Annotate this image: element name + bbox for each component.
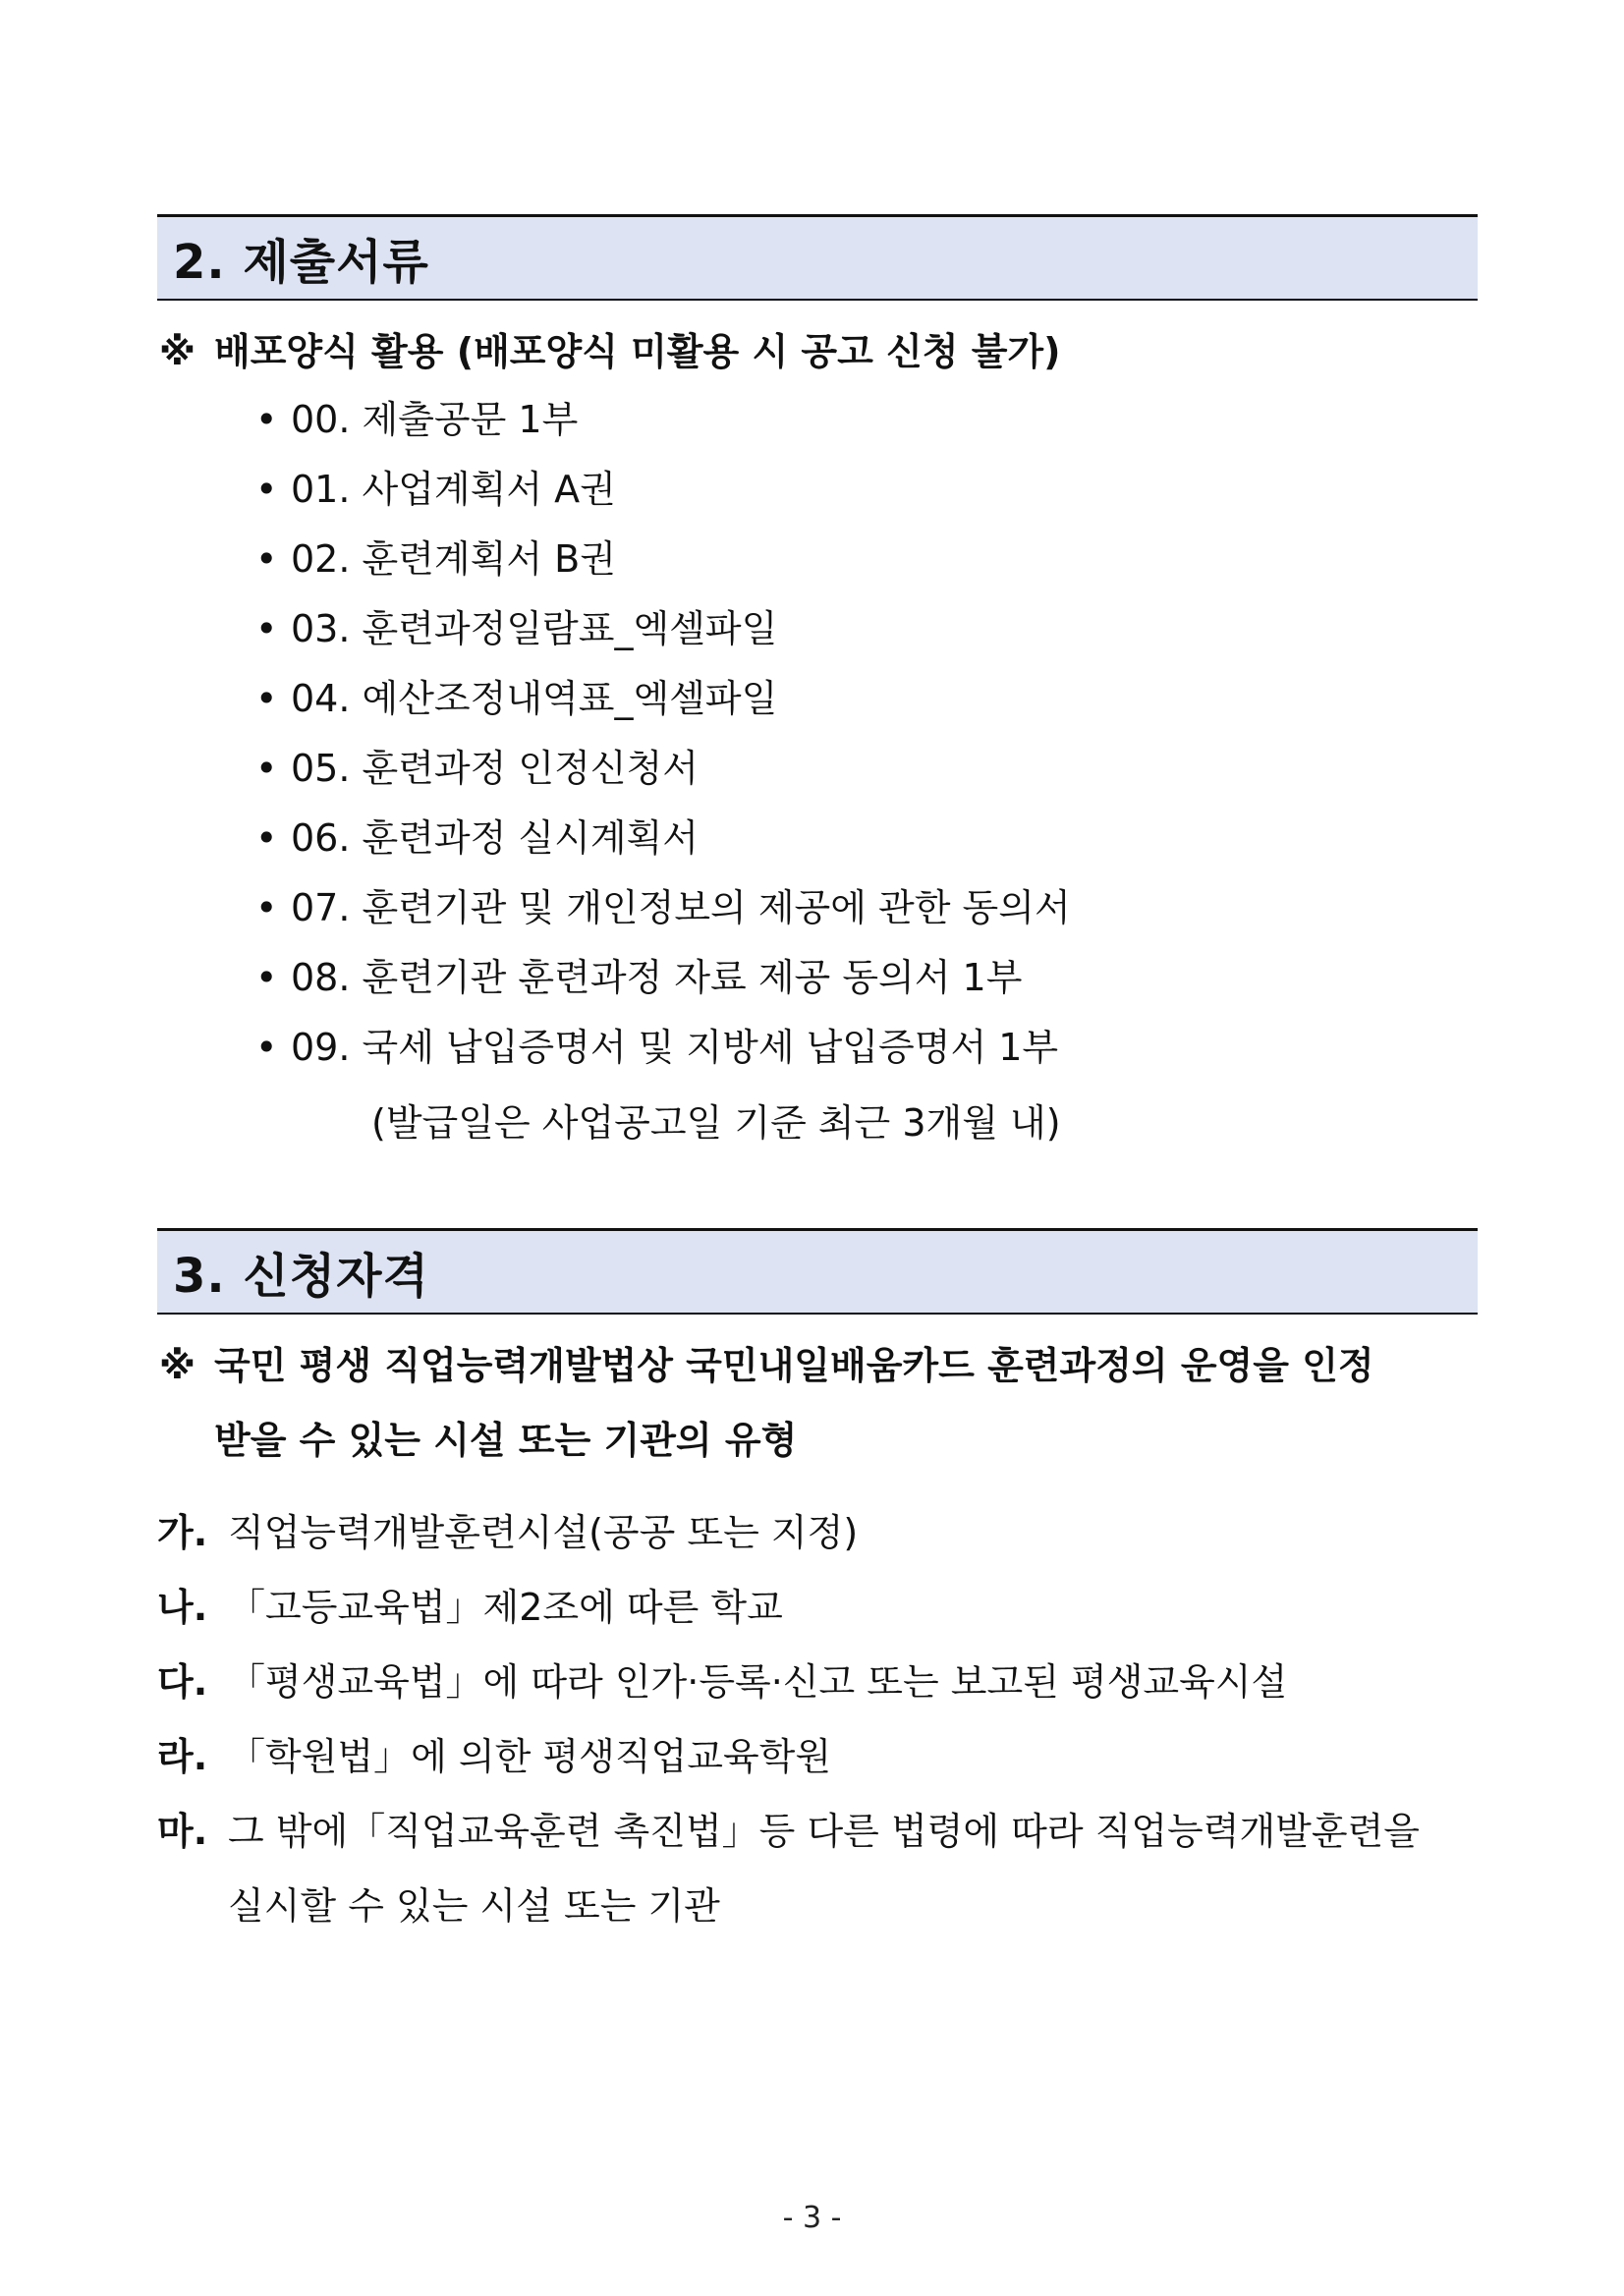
document-item: • 01. 사업계획서 A권 [255,455,1071,525]
section-3-header [157,1228,1478,1315]
document-item: • 00. 제출공문 1부 [255,385,1071,455]
reference-mark: ※ [159,1344,196,1387]
qualification-item-ma-continuation: 실시할 수 있는 시설 또는 기관 [228,1884,720,1928]
item-marker: 다. [157,1660,208,1704]
document-item: • 06. 훈련과정 실시계획서 [255,804,1071,873]
item-marker: 나. [157,1586,208,1629]
item-text: 「평생교육법」에 따라 인가·등록·신고 또는 보고된 평생교육시설 [228,1660,1288,1704]
item-text: 그 밖에「직업교육훈련 촉진법」등 다른 법령에 따라 직업능력개발훈련을 [228,1810,1421,1853]
qualification-item [157,1645,1484,1719]
document-item: • 03. 훈련과정일람표_엑셀파일 [255,594,1071,664]
page-number: - 3 - [782,2201,842,2235]
item-text: 「학원법」에 의한 평생직업교육학원 [228,1735,832,1778]
document-item-09-note: (발급일은 사업공고일 기준 최근 3개월 내) [371,1101,1061,1145]
document-item: • 09. 국세 납입증명서 및 지방세 납입증명서 1부 [255,1013,1071,1083]
section-3-note [159,1328,1480,1478]
item-marker: 가. [157,1511,208,1554]
qualification-item [157,1570,1484,1645]
reference-mark: ※ [159,330,196,373]
item-marker: 마. [157,1810,208,1853]
section-3-title: 3. 신청자격 [173,1249,429,1304]
section-3-note-line1: 국민 평생 직업능력개발법상 국민내일배움카드 훈련과정의 운영을 인정 [214,1344,1374,1387]
section-2-note-text: 배포양식 활용 (배포양식 미활용 시 공고 신청 불가) [214,330,1061,373]
document-item: • 04. 예산조정내역표_엑셀파일 [255,664,1071,734]
qualification-item [157,1794,1484,1869]
section-2-note [159,314,1480,389]
document-item: • 02. 훈련계획서 B권 [255,525,1071,594]
section-3-note-line2: 받을 수 있는 시설 또는 기관의 유형 [214,1419,798,1462]
qualification-item [157,1495,1484,1570]
qualification-list [157,1495,1484,1869]
item-text: 직업능력개발훈련시설(공공 또는 지정) [228,1511,859,1554]
section-2-title: 2. 제출서류 [173,235,429,290]
item-marker: 라. [157,1735,208,1778]
item-text: 「고등교육법」제2조에 따른 학교 [228,1586,783,1629]
document-item: • 05. 훈련과정 인정신청서 [255,734,1071,804]
section-2-header [157,214,1478,301]
document-item: • 07. 훈련기관 및 개인정보의 제공에 관한 동의서 [255,873,1071,943]
qualification-item [157,1719,1484,1794]
document-item: • 08. 훈련기관 훈련과정 자료 제공 동의서 1부 [255,943,1071,1013]
document-list [255,385,1071,1083]
